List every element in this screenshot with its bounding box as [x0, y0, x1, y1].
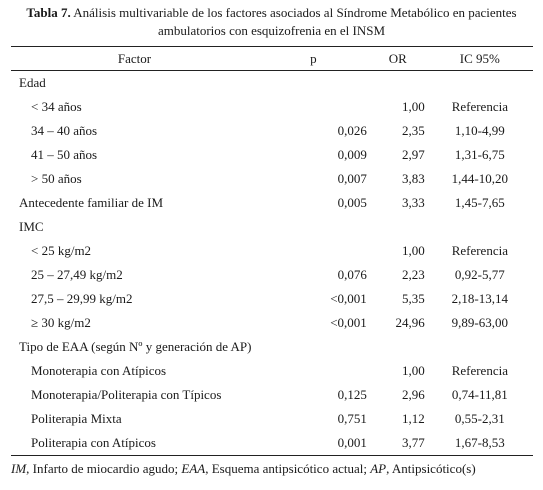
cell-factor: Monoterapia con Atípicos [31, 363, 167, 379]
cell-or: 3,33 [401, 194, 425, 210]
table-row [11, 287, 533, 311]
table-caption-label: Tabla 7. [26, 5, 71, 20]
cell-ic: 0,74-11,81 [451, 387, 508, 403]
table-row [11, 311, 533, 335]
cell-factor: Antecedente familiar de IM [19, 194, 164, 210]
cell-or: 1,00 [401, 98, 425, 114]
table-row [11, 263, 533, 287]
cell-factor: Monoterapia/Politerapia con Típicos [31, 387, 222, 403]
cell-ic: 1,44-10,20 [451, 170, 509, 186]
cell-factor: 41 – 50 años [31, 146, 98, 162]
cell-p [258, 71, 369, 95]
cell-factor: Tipo de EAA (según Nº y generación de AP) [19, 339, 252, 355]
table-row [11, 95, 533, 119]
cell-ic: 1,45-7,65 [454, 194, 505, 210]
footnote-definition: , Antipsicótico(s) [386, 461, 476, 476]
cell-ic: 1,67-8,53 [427, 431, 533, 455]
cell-or [369, 71, 427, 95]
cell-or: 1,00 [401, 363, 425, 379]
cell-ic [427, 71, 533, 95]
cell-p [258, 215, 369, 239]
cell-factor: 25 – 27,49 kg/m2 [31, 266, 123, 282]
footnote-definition: , Esquema antipsicótico actual; [205, 461, 371, 476]
cell-p: 0,009 [337, 146, 367, 162]
results-table [11, 46, 533, 456]
cell-p [258, 95, 369, 119]
table-row [11, 383, 533, 407]
cell-or: 3,77 [369, 431, 427, 455]
cell-p: 0,026 [337, 122, 367, 138]
table-row [11, 71, 533, 95]
cell-p: <0,001 [330, 290, 367, 306]
header-p: p [258, 47, 369, 71]
table-footnote [11, 460, 533, 478]
table-row [11, 239, 533, 263]
cell-ic: Referencia [451, 363, 508, 379]
cell-p: 0,001 [258, 431, 369, 455]
cell-or [369, 335, 427, 359]
footnote-abbreviation: IM [11, 461, 27, 476]
cell-ic: 1,10-4,99 [454, 122, 505, 138]
cell-p: <0,001 [330, 314, 367, 330]
cell-or: 2,97 [401, 146, 425, 162]
cell-factor: > 50 años [31, 170, 82, 186]
cell-factor: Politerapia Mixta [31, 411, 122, 427]
table-row [11, 119, 533, 143]
cell-p: 0,005 [337, 194, 367, 210]
table-row [11, 215, 533, 239]
table-row [11, 407, 533, 431]
cell-or: 24,96 [395, 314, 425, 330]
cell-ic: Referencia [451, 98, 508, 114]
cell-or: 2,35 [401, 122, 425, 138]
cell-p [258, 335, 369, 359]
cell-factor: < 25 kg/m2 [31, 242, 92, 258]
table-header-row [11, 47, 533, 71]
cell-factor: Politerapia con Atípicos [11, 431, 258, 455]
table-row [11, 359, 533, 383]
header-factor: Factor [11, 47, 258, 71]
table-row [11, 335, 533, 359]
cell-ic: 2,18-13,14 [451, 290, 509, 306]
table-row [11, 143, 533, 167]
cell-p: 0,125 [337, 387, 367, 403]
table-row [11, 167, 533, 191]
cell-p: 0,076 [337, 266, 367, 282]
cell-factor: IMC [19, 218, 44, 234]
cell-factor: < 34 años [31, 98, 82, 114]
footnote-abbreviation: EAA [181, 461, 206, 476]
cell-or: 1,12 [401, 411, 425, 427]
cell-or: 5,35 [401, 290, 425, 306]
cell-ic: 0,92-5,77 [454, 266, 505, 282]
cell-factor: Edad [19, 74, 46, 90]
cell-or: 2,96 [401, 387, 425, 403]
cell-p [258, 239, 369, 263]
cell-or: 3,83 [401, 170, 425, 186]
cell-p [258, 359, 369, 383]
footnote-abbreviation: AP [370, 461, 387, 476]
cell-ic: 0,55-2,31 [454, 411, 505, 427]
table-row [11, 431, 533, 455]
cell-or: 1,00 [401, 242, 425, 258]
cell-p: 0,751 [337, 411, 367, 427]
cell-ic: 9,89-63,00 [451, 314, 509, 330]
cell-ic: 1,31-6,75 [454, 146, 505, 162]
table-caption-text: Análisis multivariable de los factores asociados al Síndrome Metabólico en pacientes ambulatorios con esquizofrenia en el INSM [70, 5, 517, 38]
cell-factor: 27,5 – 29,99 kg/m2 [31, 290, 133, 306]
cell-ic: Referencia [451, 242, 508, 258]
cell-factor: 34 – 40 años [31, 122, 98, 138]
cell-or: 2,23 [401, 266, 425, 282]
cell-ic [427, 215, 533, 239]
header-or: OR [369, 47, 427, 71]
table-body [11, 71, 533, 456]
table-row [11, 191, 533, 215]
header-ic: IC 95% [427, 47, 533, 71]
cell-ic [427, 335, 533, 359]
cell-or [369, 215, 427, 239]
cell-factor: ≥ 30 kg/m2 [31, 314, 91, 330]
table-caption [0, 4, 543, 40]
cell-p: 0,007 [337, 170, 367, 186]
footnote-definition: , Infarto de miocardio agudo; [26, 461, 182, 476]
